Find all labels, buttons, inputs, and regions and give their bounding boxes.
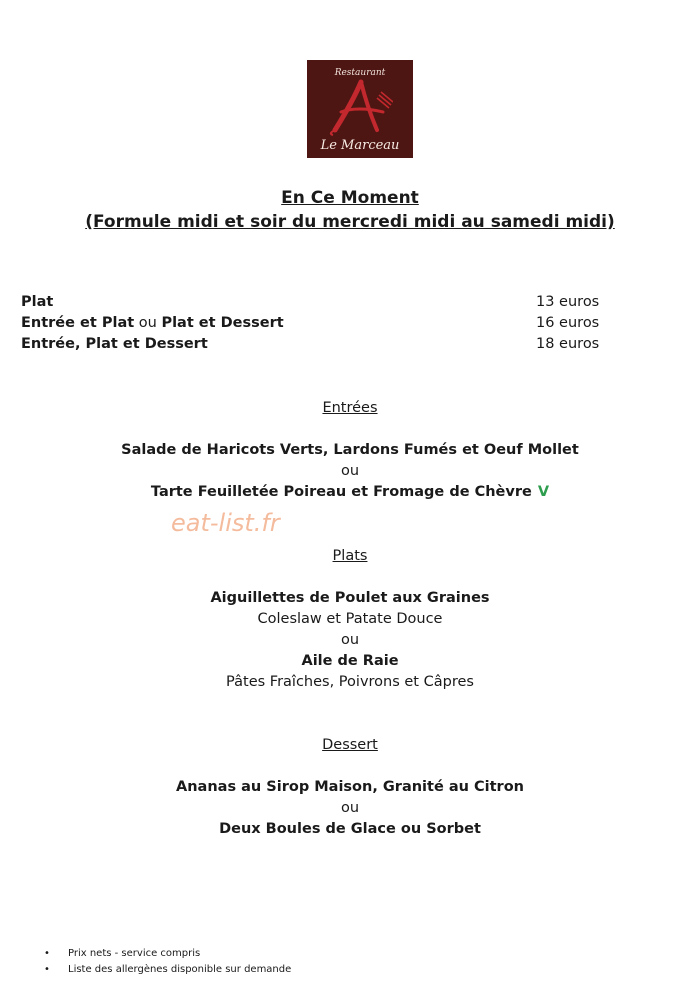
entree-or: ou (340, 463, 360, 479)
entree-dish-2-label: Tarte Feuilletée Poireau et Fromage de Chèvre (150, 484, 532, 500)
dessert-title: Dessert (322, 737, 378, 753)
formula-label: Entrée et Plat (21, 315, 135, 331)
logo-top-text: Restaurant (334, 68, 386, 78)
plats-section (0, 546, 700, 693)
formula-row (21, 313, 621, 334)
dessert-or: ou (340, 800, 360, 816)
formula-row (21, 334, 621, 355)
footnotes (44, 946, 291, 978)
formula-price: 13 euros (536, 294, 600, 310)
plat-dish-1-side: Coleslaw et Patate Douce (257, 611, 443, 627)
plat-dish-1: Aiguillettes de Poulet aux Graines (210, 590, 490, 606)
entree-dish-2 (0, 482, 700, 503)
footnote-item: • Prix nets - service compris (44, 946, 291, 962)
plat-dish-2: Aile de Raie (301, 653, 399, 669)
menu-title-line2: (Formule midi et soir du mercredi midi au samedi midi) (85, 212, 615, 232)
watermark: eat-list.fr (171, 509, 280, 537)
plat-dish-2-side: Pâtes Fraîches, Poivrons et Câpres (226, 674, 474, 690)
entrees-title: Entrées (322, 400, 378, 416)
formula-label: Plat (21, 294, 54, 310)
entrees-section (0, 398, 700, 503)
formula-list (21, 292, 621, 355)
plat-or: ou (340, 632, 360, 648)
footnote-item: • Liste des allergènes disponible sur demande (44, 962, 291, 978)
logo-restaurant-name: Le Marceau (320, 138, 400, 153)
dessert-dish-2: Deux Boules de Glace ou Sorbet (219, 821, 481, 837)
plats-title: Plats (332, 548, 368, 564)
menu-title-line1: En Ce Moment (281, 188, 419, 208)
formula-price: 16 euros (536, 315, 600, 331)
vegetarian-badge: V (537, 484, 550, 500)
formula-label: Entrée, Plat et Dessert (21, 336, 208, 352)
formula-label-alt: Plat et Dessert (161, 315, 284, 331)
dessert-dish-1: Ananas au Sirop Maison, Granité au Citron (176, 779, 524, 795)
menu-title (0, 186, 700, 234)
fork-knife-monogram-icon (327, 78, 393, 136)
formula-price: 18 euros (536, 336, 600, 352)
dessert-section (0, 735, 700, 840)
entree-dish-1: Salade de Haricots Verts, Lardons Fumés et Oeuf Mollet (121, 442, 579, 458)
formula-row (21, 292, 621, 313)
formula-label-separator: ou (134, 315, 162, 331)
restaurant-logo (307, 60, 413, 158)
